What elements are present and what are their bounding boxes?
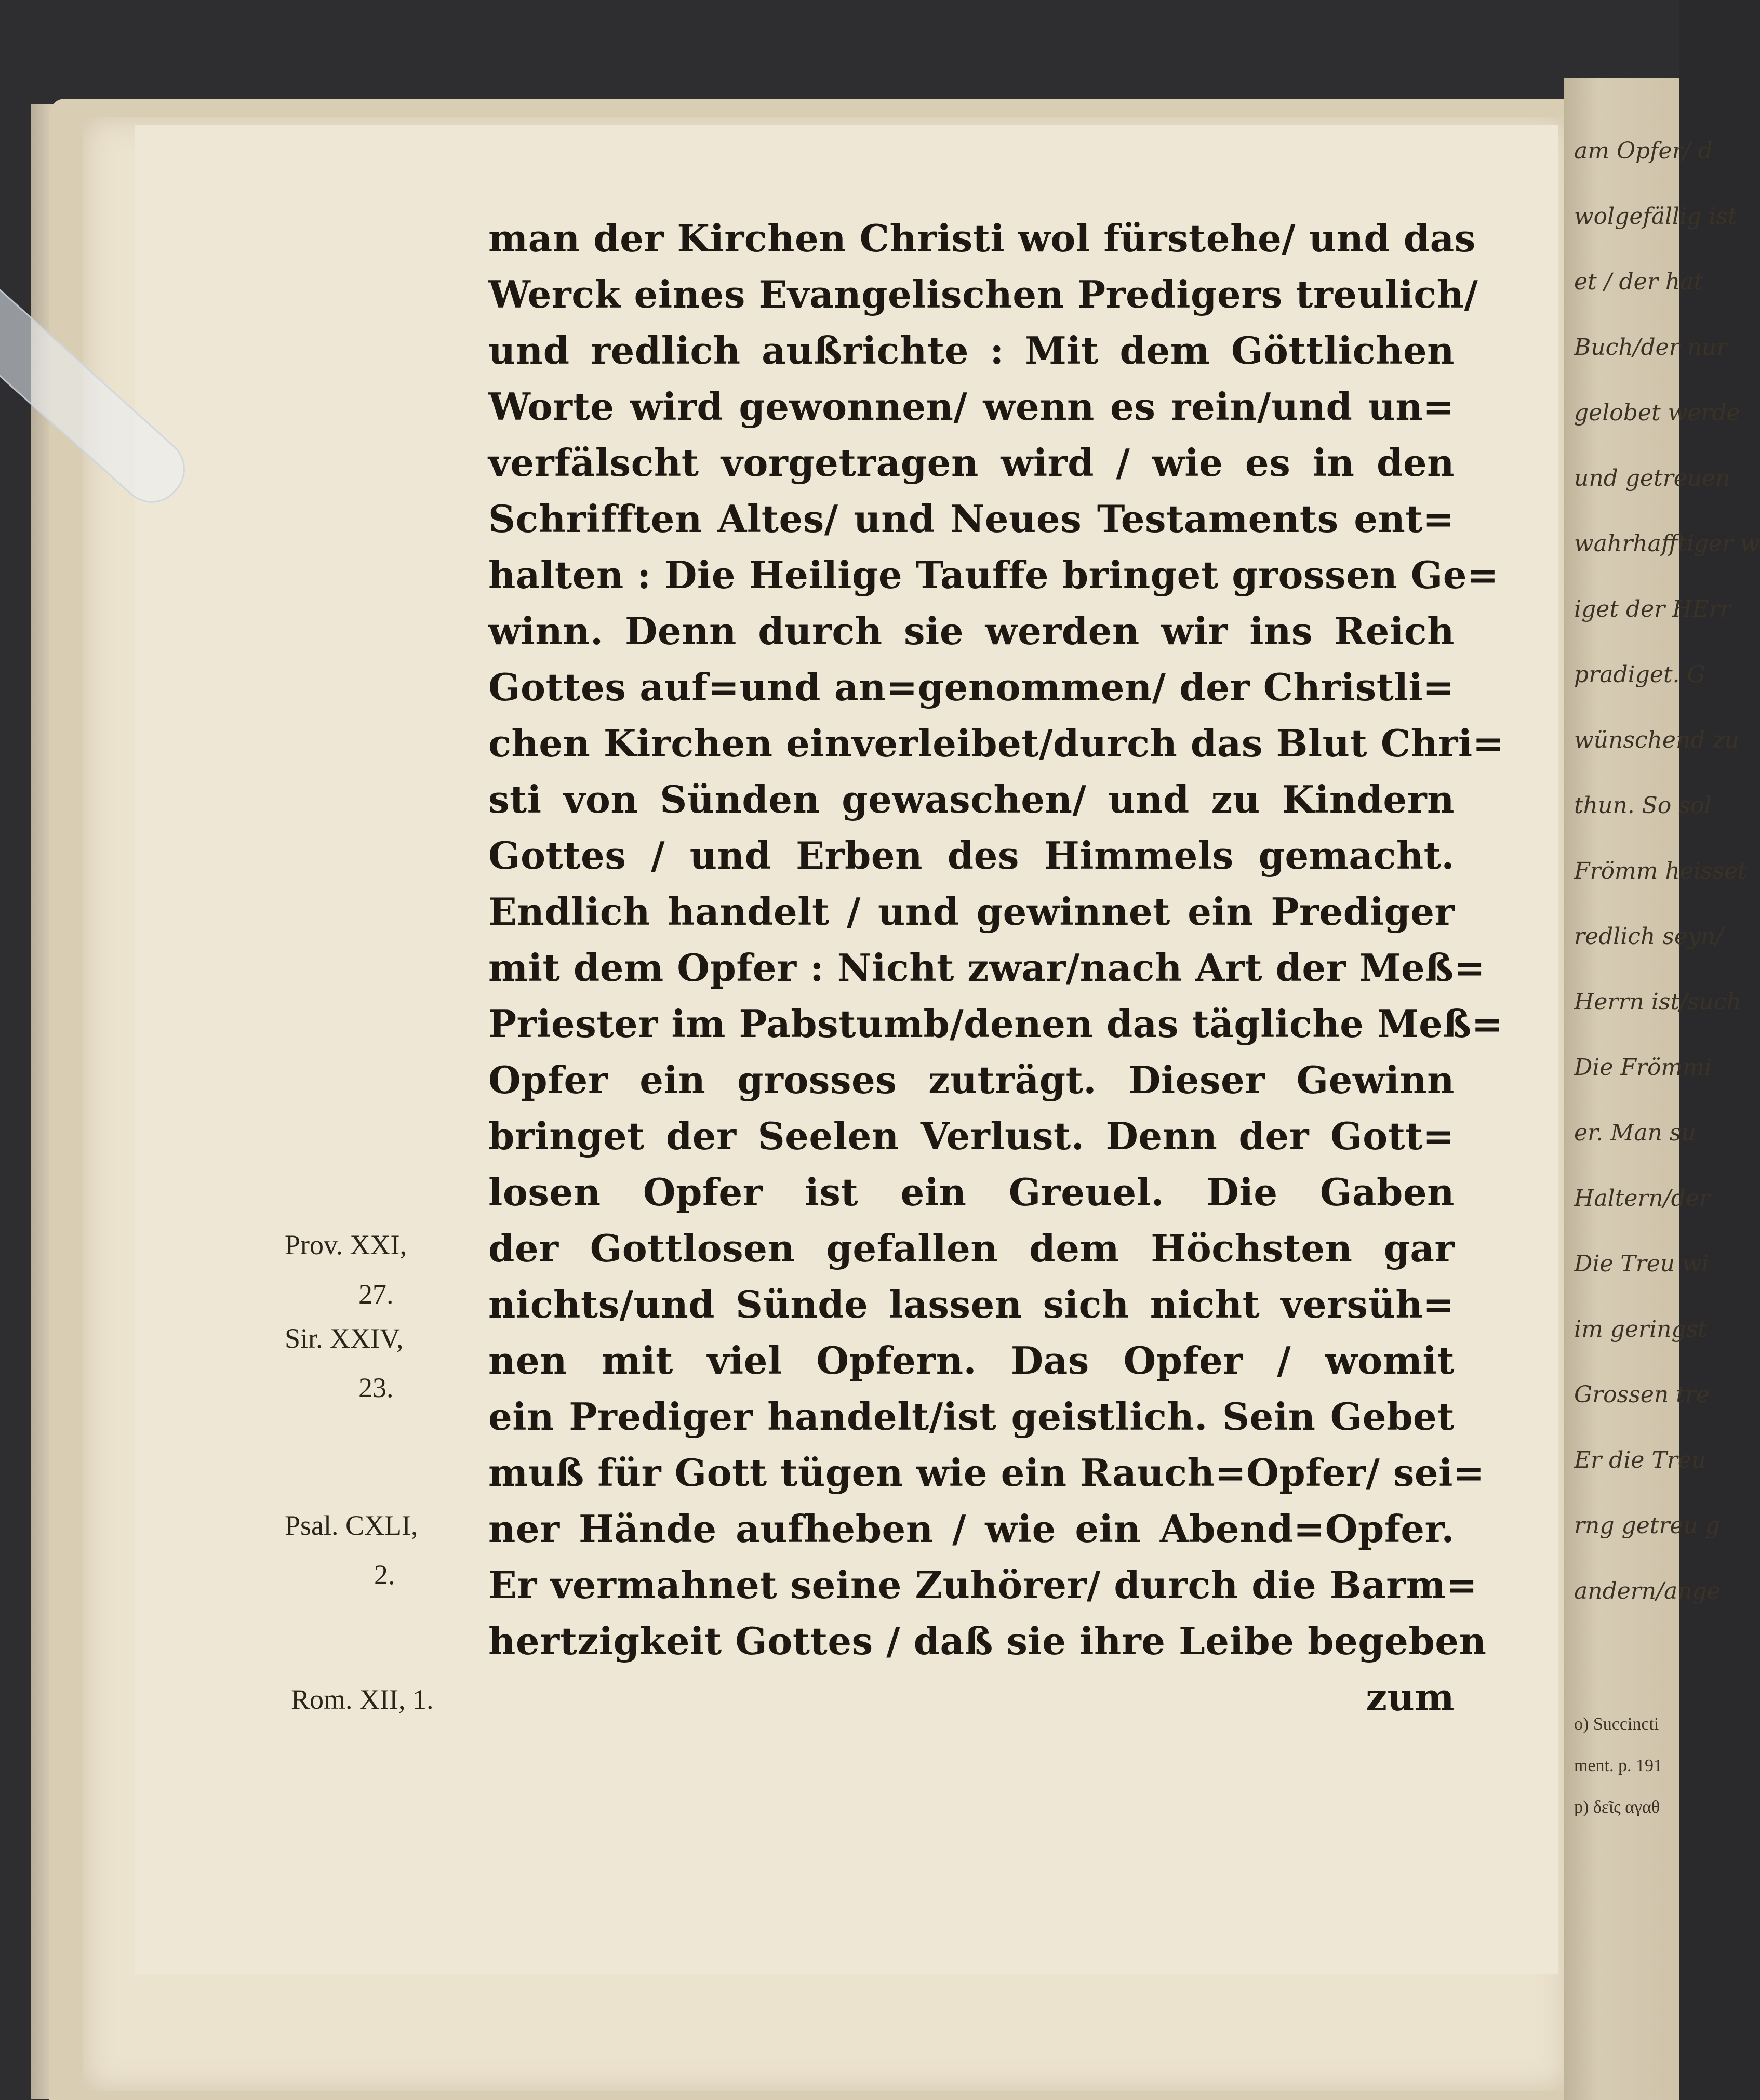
facing-page-line: iget der HErr [1574, 596, 1731, 622]
text-line: Schrifften Altes/ und Neues Testaments ent= [488, 497, 1455, 541]
text-line: Werck eines Evangelischen Predigers treulich/ [488, 272, 1478, 316]
facing-page-line: et / der hat [1574, 269, 1703, 295]
facing-page-line: Herrn ist/such [1574, 989, 1741, 1015]
text-line: sti von Sünden gewaschen/ und zu Kindern [488, 777, 1455, 821]
text-line: mit dem Opfer : Nicht zwar/nach Art der Meß= [488, 946, 1486, 990]
margin-note: Sir. XXIV, [285, 1323, 404, 1354]
text-line: chen Kirchen einverleibet/durch das Blut Chri= [488, 721, 1504, 765]
facing-page-footnote: p) δεῖς αγαθ [1574, 1798, 1660, 1817]
text-line: verfälscht vorgetragen wird / wie es in den [488, 441, 1455, 485]
main-text-column [488, 210, 1504, 1725]
text-line: ner Hände aufheben / wie ein Abend=Opfer. [488, 1507, 1455, 1551]
text-line: Gottes auf=und an=genommen/ der Christli= [488, 665, 1455, 709]
text-line: winn. Denn durch sie werden wir ins Reich [488, 609, 1455, 653]
margin-note: 23. [358, 1372, 394, 1403]
facing-page-line: Haltern/der [1574, 1185, 1710, 1212]
facing-page-line: andern/ange [1574, 1578, 1721, 1604]
facing-page-edge [1564, 78, 1679, 2100]
text-line: bringet der Seelen Verlust. Denn der Gott= [488, 1114, 1455, 1158]
text-line: nichts/und Sünde lassen sich nicht versüh= [488, 1282, 1455, 1326]
text-line: und redlich außrichte : Mit dem Göttlichen [488, 328, 1455, 373]
facing-page-line: rng getreu g [1574, 1512, 1720, 1539]
text-line: nen mit viel Opfern. Das Opfer / womit [488, 1338, 1455, 1383]
margin-note: 2. [374, 1559, 395, 1590]
text-line: Endlich handelt / und gewinnet ein Prediger [488, 889, 1455, 934]
margin-note: 27. [358, 1279, 394, 1310]
facing-page-line: wünschend zu [1574, 727, 1739, 753]
facing-page-line: wolgefällig ist [1574, 203, 1737, 230]
facing-page-line: Grossen tre [1574, 1381, 1710, 1408]
facing-page-footnote: ment. p. 191 [1574, 1756, 1662, 1775]
text-line: Opfer ein grosses zuträgt. Dieser Gewinn [488, 1058, 1455, 1102]
facing-page-line: Die Frömmi [1574, 1054, 1712, 1081]
margin-note: Psal. CXLI, [285, 1510, 418, 1541]
text-line: der Gottlosen gefallen dem Höchsten gar [488, 1226, 1455, 1270]
facing-page-line: pradiget. G [1574, 661, 1705, 688]
text-line: man der Kirchen Christi wol fürstehe/ und das [488, 216, 1476, 260]
text-line: hertzigkeit Gottes / daß sie ihre Leibe begeben [488, 1619, 1487, 1663]
facing-page-footnote: o) Succincti [1574, 1714, 1659, 1734]
text-line: muß für Gott tügen wie ein Rauch=Opfer/ sei= [488, 1451, 1485, 1495]
text-line: losen Opfer ist ein Greuel. Die Gaben [488, 1170, 1455, 1214]
margin-note: Rom. XII, 1. [291, 1684, 434, 1715]
text-line: Priester im Pabstumb/denen das tägliche Meß= [488, 1002, 1503, 1046]
facing-page-line: redlich seyn/ [1574, 923, 1723, 950]
facing-page-line: im geringst [1574, 1316, 1707, 1343]
facing-page-line: Buch/der nur [1574, 334, 1728, 361]
facing-page-line: am Opfer/ d [1574, 138, 1713, 164]
facing-page-line: Er die Treu [1574, 1447, 1706, 1473]
facing-page-line: gelobet werde [1574, 400, 1740, 426]
text-line: Er vermahnet seine Zuhörer/ durch die Barm= [488, 1563, 1478, 1607]
facing-page-line: und getreuen [1574, 465, 1730, 491]
facing-page-line: er. Man su [1574, 1120, 1696, 1146]
facing-page-line: thun. So sol [1574, 792, 1712, 819]
text-line: ein Prediger handelt/ist geistlich. Sein Gebet [488, 1394, 1455, 1439]
text-line: halten : Die Heilige Tauffe bringet grossen Ge= [488, 553, 1499, 597]
text-line: zum [1366, 1675, 1455, 1719]
margin-note: Prov. XXI, [285, 1229, 407, 1260]
facing-page-line: wahrhafftiger w [1574, 530, 1760, 557]
text-line: Gottes / und Erben des Himmels gemacht. [488, 833, 1455, 878]
facing-page-line: Die Treu wi [1574, 1251, 1709, 1277]
text-line: Worte wird gewonnen/ wenn es rein/und un= [488, 384, 1455, 429]
facing-page-line: Frömm heisset [1574, 858, 1747, 884]
